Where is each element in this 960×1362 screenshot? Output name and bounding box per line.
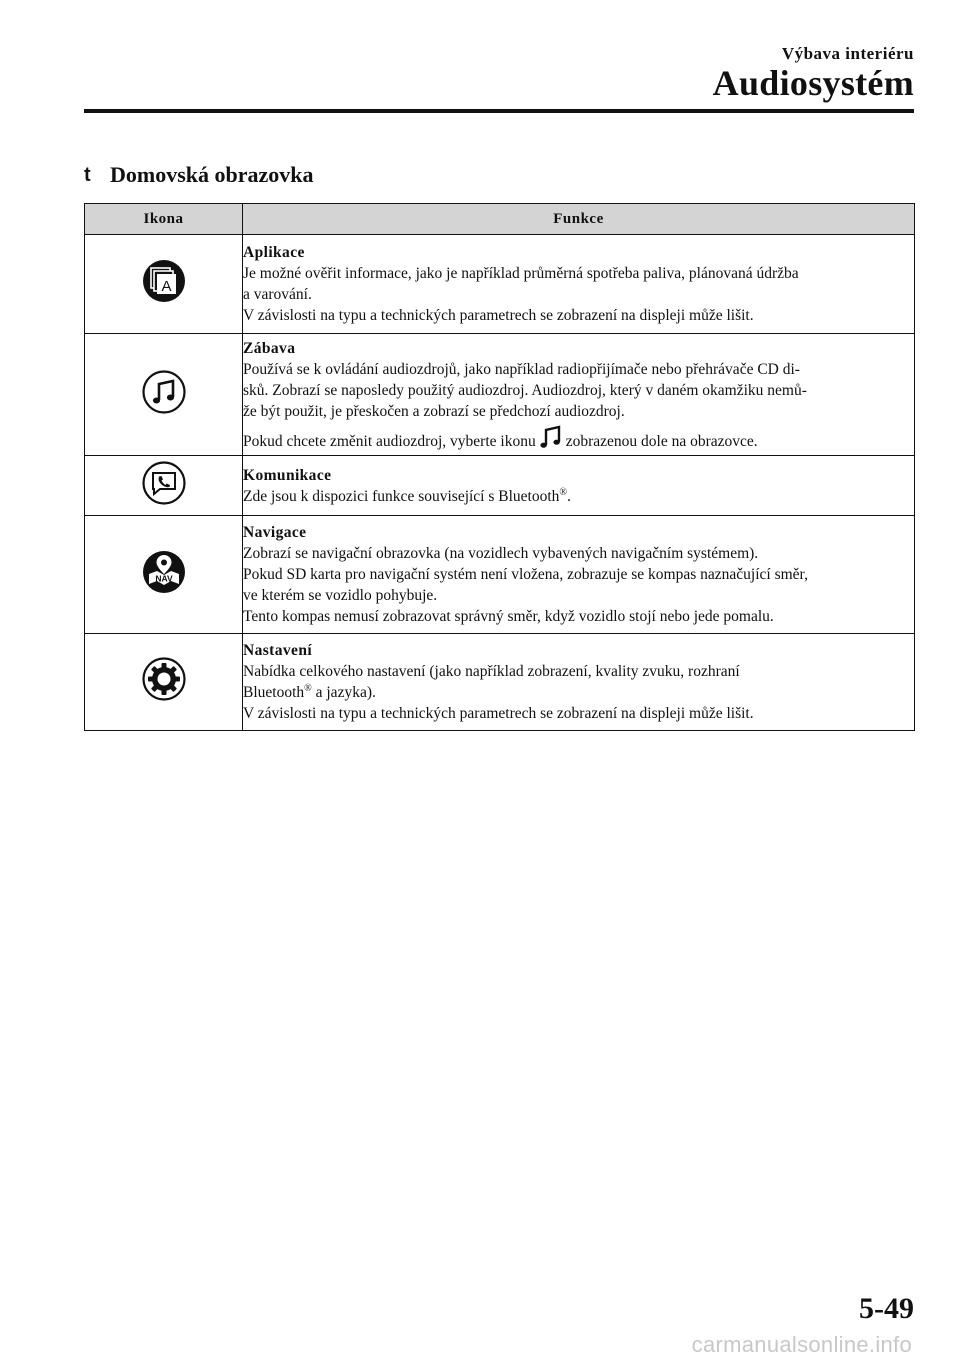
description-line: V závislosti na typu a technických parametrech se zobrazení na displeji může lišit. (243, 705, 754, 722)
description-line: a varování. (243, 286, 312, 303)
description-text: Bluetooth (243, 684, 305, 701)
header-rule (84, 109, 914, 113)
icon-function-table (84, 203, 915, 731)
navigation-icon (142, 550, 186, 594)
page-number: 5-49 (859, 1292, 914, 1325)
icon-cell (85, 516, 243, 634)
description-line: Nabídka celkového nastavení (jako například zobrazení, kvality zvuku, rozhraní (243, 663, 740, 680)
row-title-navigation: Navigace (243, 524, 307, 541)
description-line (243, 682, 914, 703)
chapter-subtitle: Výbava interiéru (781, 44, 914, 63)
icon-cell (85, 334, 243, 456)
applications-icon (142, 259, 186, 303)
chapter-title: Audiosystém (712, 63, 914, 103)
row-title-applications: Aplikace (243, 244, 305, 261)
column-header-icon: Ikona (85, 204, 243, 235)
description-line: sků. Zobrazí se naposledy použitý audiozdroj. Audiozdroj, který v daném okamžiku nemů- (243, 381, 807, 399)
description-line: Zobrazí se navigační obrazovka (na vozidlech vybavených navigačním systémem). (243, 545, 759, 562)
function-cell (243, 235, 915, 334)
description-line: Tento kompas nemusí zobrazovat správný směr, když vozidlo stojí nebo jede pomalu. (243, 608, 774, 625)
description-line: Je možné ověřit informace, jako je například průměrná spotřeba paliva, plánovaná údržba (243, 265, 799, 282)
description-line: že být použit, je přeskočen a zobrazí se předchozí audiozdroj. (243, 402, 625, 420)
section-bullet: t (84, 163, 91, 186)
description-line (243, 486, 914, 507)
description-line: Pokud SD karta pro navigační systém není vložena, zobrazuje se kompas naznačující směr, (243, 566, 808, 583)
description-line: ve kterém se vozidlo pohybuje. (243, 587, 438, 604)
function-cell (243, 634, 915, 731)
row-title-settings: Nastavení (243, 642, 313, 659)
table-row (85, 516, 915, 634)
column-header-function: Funkce (243, 204, 915, 235)
watermark: carmanualsonline.info (691, 1332, 912, 1357)
table-row (85, 456, 915, 516)
note-text-after: zobrazenou dole na obrazovce. (565, 432, 758, 450)
function-cell (243, 516, 915, 634)
svg-text:A: A (160, 278, 172, 295)
function-cell (243, 334, 915, 456)
music-note-icon (538, 424, 564, 450)
navigation-icon-label: NAV (154, 573, 173, 583)
table-header-row (85, 204, 915, 235)
row-title-entertainment: Zábava (243, 339, 296, 357)
section-title: Domovská obrazovka (110, 162, 314, 187)
phone-chat-icon (142, 461, 186, 505)
description-line: Používá se k ovládání audiozdrojů, jako například radiopřijímače nebo přehrávače CD di- (243, 360, 800, 378)
section-heading (84, 162, 314, 188)
registered-mark: ® (559, 486, 568, 498)
row-title-communication: Komunikace (243, 466, 332, 484)
icon-cell (85, 634, 243, 731)
music-note-icon (142, 370, 186, 414)
description-line: V závislosti na typu a technických parametrech se zobrazení na displeji může lišit. (243, 307, 754, 324)
icon-cell (85, 235, 243, 334)
icon-cell (85, 456, 243, 516)
table-row (85, 634, 915, 731)
note-text-before: Pokud chcete změnit audiozdroj, vyberte ikonu (243, 432, 536, 450)
registered-mark: ® (304, 682, 312, 694)
description-text-end: a jazyka). (311, 684, 376, 701)
settings-gear-icon (142, 657, 186, 701)
description-text: Zde jsou k dispozici funkce související s Bluetooth (243, 487, 560, 505)
table-row (85, 235, 915, 334)
table-row (85, 334, 915, 456)
description-text-end: . (567, 487, 571, 505)
audio-source-note (243, 426, 758, 452)
function-cell (243, 456, 915, 516)
